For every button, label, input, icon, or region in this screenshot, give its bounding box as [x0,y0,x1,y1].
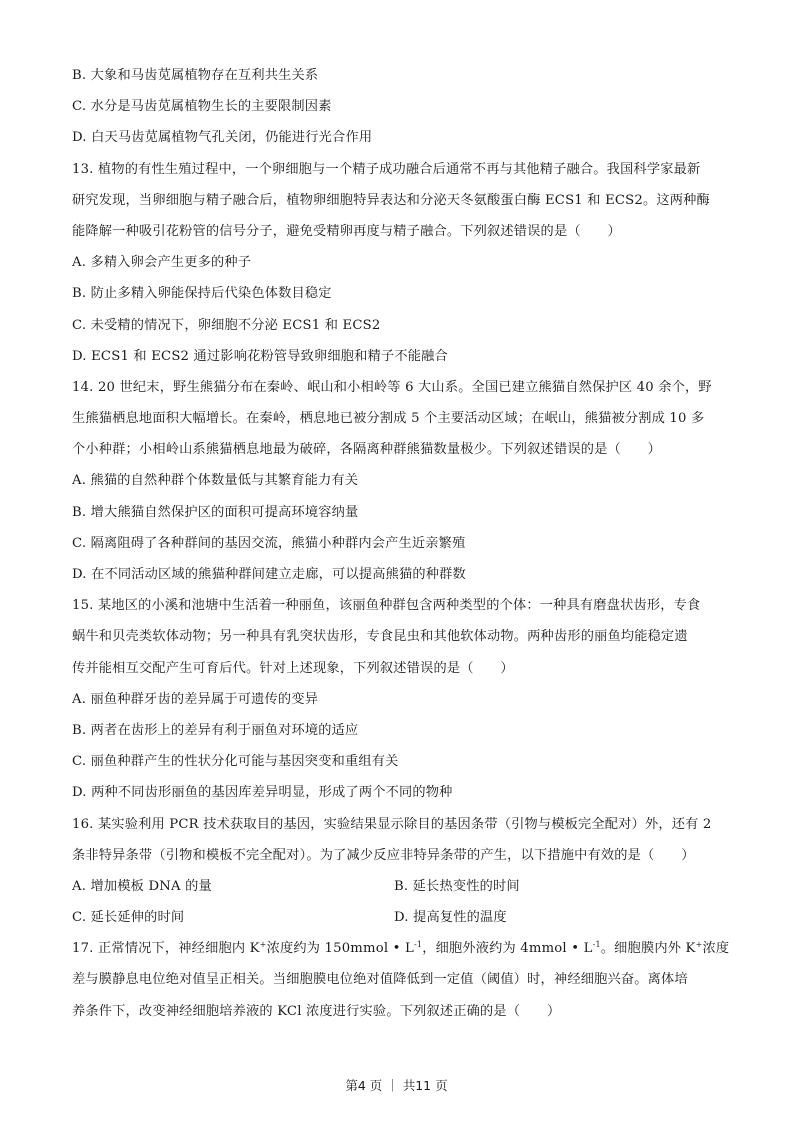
k-plus-superscript: + [695,940,703,950]
q16-option-b: B. 延长热变性的时间 [394,878,520,894]
q15-stem-line-2: 蜗牛和贝壳类软体动物；另一种具有乳突状齿形，专食昆虫和其他软体动物。两种齿形的丽鱼均能稳定遗 [72,629,688,645]
q15-option-b: B. 两者在齿形上的差异有利于丽鱼对环境的适应 [72,722,359,738]
q17-text-a: 17. 正常情况下，神经细胞内 K [72,941,260,957]
q15-stem-line-3: 传并能相互交配产生可育后代。针对上述现象，下列叙述错误的是（ ） [72,660,514,676]
q17-text-c: ，细胞外液约为 4mmol • L [422,941,593,957]
q13-option-d: D. ECS1 和 ECS2 通过影响花粉管导致卵细胞和精子不能融合 [72,348,448,364]
q15-stem-line-1: 15. 某地区的小溪和池塘中生活着一种丽鱼，该丽鱼种群包含两种类型的个体：一种具有磨盘状齿形，专食 [72,598,701,614]
unit-inverse-superscript: -1 [592,940,601,950]
q14-option-d: D. 在不同活动区域的熊猫种群间建立走廊，可以提高熊猫的种群数 [72,567,466,582]
q16-options-row-1 [72,877,722,896]
q13-option-b: B. 防止多精入卵能保持后代染色体数目稳定 [72,286,332,302]
q16-options-row-2 [72,908,722,927]
q16-option-c: C. 延长延伸的时间 [72,910,185,926]
q14-stem-line-1: 14. 20 世纪末，野生熊猫分布在秦岭、岷山和小相岭等 6 大山系。全国已建立熊猫自然保护区 40 余个，野 [72,379,712,395]
q13-option-a: A. 多精入卵会产生更多的种子 [72,255,252,271]
q17-text-e: 浓度 [702,941,730,957]
q17-text-b: 浓度约为 150mmol • L [266,941,414,957]
q12-option-d: D. 白天马齿苋属植物气孔关闭，仍能进行光合作用 [72,130,373,146]
q16-stem-line-2: 条非特异条带（引物和模板不完全配对）。为了减少反应非特异条带的产生，以下措施中有效的是（ ） [72,847,695,863]
q16-option-a: A. 增加模板 DNA 的量 [72,878,212,894]
q12-option-b: B. 大象和马齿苋属植物存在互利共生关系 [72,68,319,83]
q17-stem-line-2: 差与膜静息电位绝对值呈正相关。当细胞膜电位绝对值降低到一定值（阈值）时，神经细胞兴奋。离体培 [72,972,688,988]
q13-stem-line-3: 能降解一种吸引花粉管的信号分子，避免受精卵再度与精子融合。下列叙述错误的是（ ） [72,223,621,239]
q15-option-c: C. 丽鱼种群产生的性状分化可能与基因突变和重组有关 [72,754,399,770]
q14-option-a: A. 熊猫的自然种群个体数量低与其繁育能力有关 [72,473,359,489]
k-plus-superscript: + [259,940,267,950]
q14-option-b: B. 增大熊猫自然保护区的面积可提高环境容纳量 [72,504,359,520]
q17-text-d: 。细胞膜内外 K [600,941,696,957]
q13-stem-line-1: 13. 植物的有性生殖过程中，一个卵细胞与一个精子成功融合后通常不再与其他精子融合。我国科学家最新 [72,161,701,177]
page-footer: 第4 页 ｜ 共11 页 [345,1078,448,1093]
q13-stem-line-2: 研究发现，当卵细胞与精子融合后，植物卵细胞特异表达和分泌天冬氨酸蛋白酶 ECS1 和 ECS2。这两种酶 [72,192,710,208]
q15-option-a: A. 丽鱼种群牙齿的差异属于可遗传的变异 [72,691,319,707]
q17-stem-line-1 [72,939,730,958]
q12-option-c: C. 水分是马齿苋属植物生长的主要限制因素 [72,99,332,115]
q16-stem-line-1: 16. 某实验利用 PCR 技术获取目的基因，实验结果显示除目的基因条带（引物与模板完全配对）外，还有 2 [72,816,712,832]
q14-stem-line-2: 生熊猫栖息地面积大幅增长。在秦岭，栖息地已被分割成 5 个主要活动区域；在岷山，熊猫被分割成 10 多 [72,411,705,427]
q15-option-d: D. 两种不同齿形丽鱼的基因库差异明显，形成了两个不同的物种 [72,785,453,801]
q14-stem-line-3: 个小种群；小相岭山系熊猫栖息地最为破碎，各隔离种群熊猫数量极少。下列叙述错误的是（ ） [72,442,662,458]
page-content [72,66,730,1033]
q16-option-d: D. 提高复性的温度 [394,910,507,926]
q13-option-c: C. 未受精的情况下，卵细胞不分泌 ECS1 和 ECS2 [72,317,381,333]
q14-option-c: C. 隔离阻碍了各种群间的基因交流，熊猫小种群内会产生近亲繁殖 [72,535,466,551]
q17-stem-line-3: 养条件下，改变神经细胞培养液的 KCl 浓度进行实验。下列叙述正确的是（ ） [72,1003,561,1019]
unit-inverse-superscript: -1 [413,940,423,950]
